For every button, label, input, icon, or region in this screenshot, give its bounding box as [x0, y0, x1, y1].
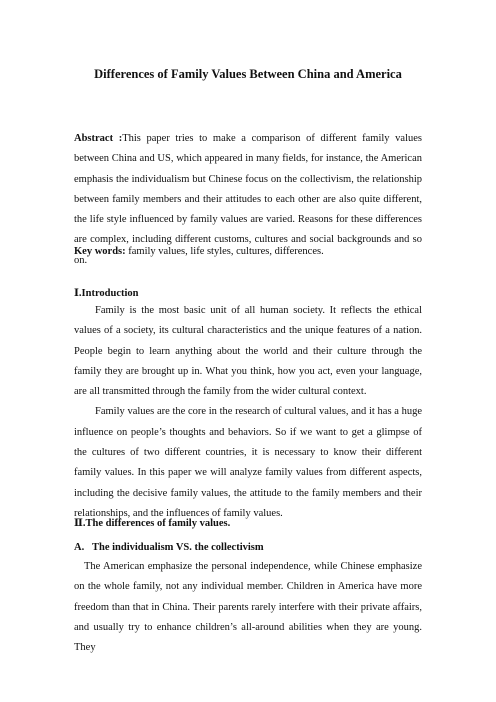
subsection-title: The individualism VS. the collectivism [92, 542, 264, 553]
abstract-label: Abstract : [74, 133, 123, 144]
keywords-label: Key words: [74, 246, 126, 257]
keywords-paragraph [74, 242, 422, 262]
subsection-label: A. [74, 542, 85, 553]
intro-paragraph-2: Family values are the core in the research of cultural values, and it has a huge influence on people’s thoughts and behaviors. So if we want to get a glimpse of the cultures of two different countries, it is necessary to know their different family values. In this paper we will analyze family values from different aspects, including the decisive family values, the attitude to the family members and their relationships, and the influences of family values. [74, 406, 422, 519]
subsection-a-body [74, 557, 422, 658]
intro-paragraph-1: Family is the most basic unit of all human society. It reflects the ethical values of a society, its cultural characteristics and the unique features of a nation. People begin to learn anything about the world and their culture through the family they are brought up in. What you think, how you act, even your language, are all transmitted through the family from the wider cultural context. [74, 305, 422, 398]
paper-title: Differences of Family Values Between China and America [94, 67, 402, 81]
abstract-text: This paper tries to make a comparison of different family values between China and US, which appeared in many fields, for instance, the American emphasis the individualism but Chinese focus on the collectivism, the relationship between family members and their attitudes to each other are also quite different, the life style influenced by family values are varied. Reasons for these differences are complex, including different customs, cultures and social backgrounds and so on. [74, 133, 422, 266]
section-heading-introduction: Ⅰ.Introduction [74, 288, 139, 299]
introduction-body [74, 301, 422, 524]
section-heading-differences: Ⅱ.The differences of family values. [74, 518, 231, 529]
keywords-text: family values, life styles, cultures, differences. [125, 246, 324, 257]
keywords-section [74, 242, 422, 262]
subsection-heading-a [74, 540, 264, 556]
subsection-a-paragraph: The American emphasize the personal independence, while Chinese emphasize on the whole family, not any individual member. Children in America have more freedom than that in China. Their parents rarely interfere with their private affairs, and usually try to enhance children’s all-around abilities when they are young. They [74, 561, 422, 654]
